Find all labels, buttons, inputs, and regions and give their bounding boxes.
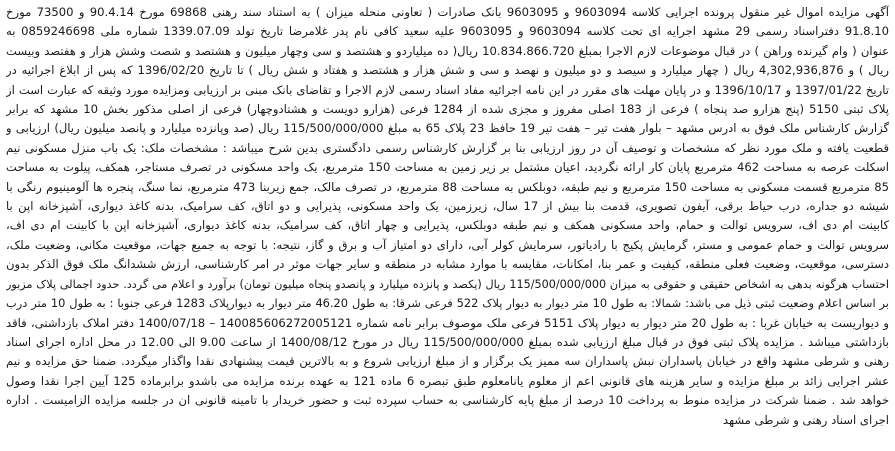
notice-line: رهنی و شرطی مشهد واقع در خیابان پاسداران نبش پاسداران سه ممیز یک برگزار و از مبلغ ارزیابی شروع و به بالاترین قیمت پیشنهادی نقدا واگذار میگردد. ضمنا حق مزایده و نیم bbox=[6, 354, 889, 369]
notice-line: آگهی مزایده اموال غیر منقول پرونده اجرایی کلاسه 9603094 و 9603095 بانک صادرات ( تعاونی منحله میزان ) به استناد سند رهنی 69868 مورخ 90.4.14 و 73500 مورخ bbox=[6, 5, 889, 19]
notice-line: کابینت ام دی اف، سرویس توالت و حمام، واحد مسکونی همکف و نیم طبقه دوبلکس، پذیرایی و چهار اتاق، کف سرامیک، بدنه کاغذ دیواری، آشپزخانه اپن با کابینت ام دی اف، bbox=[6, 218, 889, 233]
notice-line: قطعیت یافته و ملک مورد نظر که مشخصات و توصیف آن در روز ارزیابی بنا بر گزارش کارشناس رسمی دادگستری بدین شرح میباشد : مشخصات ملک: یک باب منزل مسکونی نیم bbox=[6, 140, 889, 155]
notice-line: شیشه دو جداره، درب حیاط برقی، آیفون تصویری، قدمت بنا بیش از 17 سال، زیرزمین، یک واحد مسکونی، پذیرایی و دو اتاق، کف سرامیک، بدنه کاغذ دیواری، آشپزخانه اپن با bbox=[6, 199, 889, 214]
notice-line: پلاک ثبتی 5150 (پنج هزارو صد پنجاه ) فرعی از 183 اصلی مفروز و مجزی شده از 1284 فرعی (هزارو دویست و هشتادوچهار) فرعی از اصلی مذکور بخش 10 مشهد که برابر bbox=[6, 102, 889, 117]
notice-line: عشر اجرایی زائد بر مبلغ مزایده و سایر هزینه های قانونی اعم از معلوم یانامعلوم طبق تبصره 6 ماده 121 به عهده برنده مزایده می باشدو برابرماده 125 آیین اجرا نقدا وصول bbox=[6, 373, 889, 388]
notice-line: بازداشتی میباشد . مزایده پلاک ثبتی فوق در قبال مبلغ ارزیابی شده بمبلغ 115/500/000/000 ریال در مورخ 1400/08/12 از ساعت 9.00 الی 12.00 در محل اداره اجرای اسناد bbox=[6, 334, 889, 349]
notice-line: احتساب هرگونه بدهی به اشخاص حقیقی و حقوقی به میزان 115/500/000/000 ریال (یکصد و پانزده میلیارد و پانصدو پنجاه میلیون تومان) برآورد و اعلام می گردد. حدود اجمالی پلاک مزبور bbox=[6, 277, 889, 291]
notice-line: اجرای اسناد رهنی و شرطی مشهد bbox=[722, 412, 889, 427]
notice-line: گزارش کارشناس ملک فوق به ادرس مشهد – بلوار هفت تیر – هفت تیر 19 حافظ 23 پلاک 65 به مبلغ 115/500/000/000 ریال (صد وپانزده میلیارد و پانصد میلیون ریال) ارزیابی و bbox=[6, 121, 889, 136]
notice-line: سرویس توالت و حمام عمومی و مستر، گرمایش پکیج با رادیاتور، سرمایش کولر آبی، دارای دو امتیاز آب و برق و گاز، نتیجه: با توجه به جمیع جهات، موقعیت مکانی، وضعیت ملک، bbox=[6, 237, 889, 252]
notice-line: ریال ) و 4,302,936,876 ریال ( چهار میلیارد و سیصد و دو میلیون و نهصد و سی و شش هزار و هشتصد و هفتاد و شش ریال ) تا تاریخ 1396/02/20 که پس از ابلاغ اجرائیه در bbox=[6, 63, 889, 78]
notice-line: 91.8.10 دفتراسناد رسمی 29 مشهد اجرایه ای تحت کلاسه 9603094 و 9603095 علیه سعید کافی نام پدر غلامرضا تاریخ تولد 1339.07.09 شماره ملی 0859246698 به bbox=[6, 24, 889, 39]
notice-line: دسترسی، موقعیت، وضعیت فعلی منطقه، کیفیت و عمر بنا، امکانات، مقایسه با موارد مشابه در منطقه و سایر جهات موثر در امر کارشناسی، ارزش ششدانگ ملک فوق الذکر بدون bbox=[6, 257, 889, 272]
notice-line: تاریخ 1397/01/22 و 1396/10/17 و در پایان مهلت های مقرر در این نامه اجرائیه مفاد اسناد رسمی لازم الاجرا و تقاضای بانک مبنی بر ارزیابی ومزایده مورد وثیقه که عبارت است از bbox=[6, 82, 889, 97]
notice-line: و دیواریست به خیابان غربا : به طول 20 متر دیوار به دیوار پلاک 5151 فرعی ملک موصوف برابر نامه شماره 140085606272005121 – 1400/07/18 دفتر املاک بازداشتی، فاقد bbox=[6, 315, 889, 330]
notice-line: 85 مترمربع قسمت مسکونی به مساحت 150 مترمربع و نیم طبقه، دوبلکس به مساحت 88 مترمربع، در تصرف مالک، جمع زیربنا 473 مترمربع، نما سنگ، پنجره ها آلومینیوم رنگی با bbox=[6, 179, 889, 194]
notice-line: خواهد شد . ضمنا شرکت در مزایده منوط به پرداخت 10 درصد از مبلغ پایه کارشناسی به حساب سپرده ثبت و حضور خریدار با تامینه قانونی ان در جلسه مزایده الزامیست . اداره bbox=[6, 393, 889, 408]
notice-line: عنوان ( وام گیرنده وراهن ) در قبال موضوعات لازم الاجرا بمبلغ 10.834.866.720 ریال( ده میلیاردو و هشتصد و سی وچهار میلیون و هشتصد و شصت وشش هزار و هفتصد وبیست bbox=[6, 43, 889, 58]
notice-line: بر اساس اعلام وضعیت ثبتی ذیل می باشد: شمالا: به طول 10 متر دیوار به دیوار پلاک 522 فرعی شرقا: به طول 46.20 متر دیوار به دیوارپلاک 1283 فرعی جنوبا : به طول 10 متر درب bbox=[6, 296, 889, 311]
notice-line: اسکلت عرصه به مساحت 462 مترمربع پایان کار ارائه نگردید، اعیان مشتمل بر زیر زمین به مساحت 150 مترمربع، یک واحد مسکونی در تصرف مستاجر، همکف، پیلوت به مساحت bbox=[6, 160, 889, 175]
